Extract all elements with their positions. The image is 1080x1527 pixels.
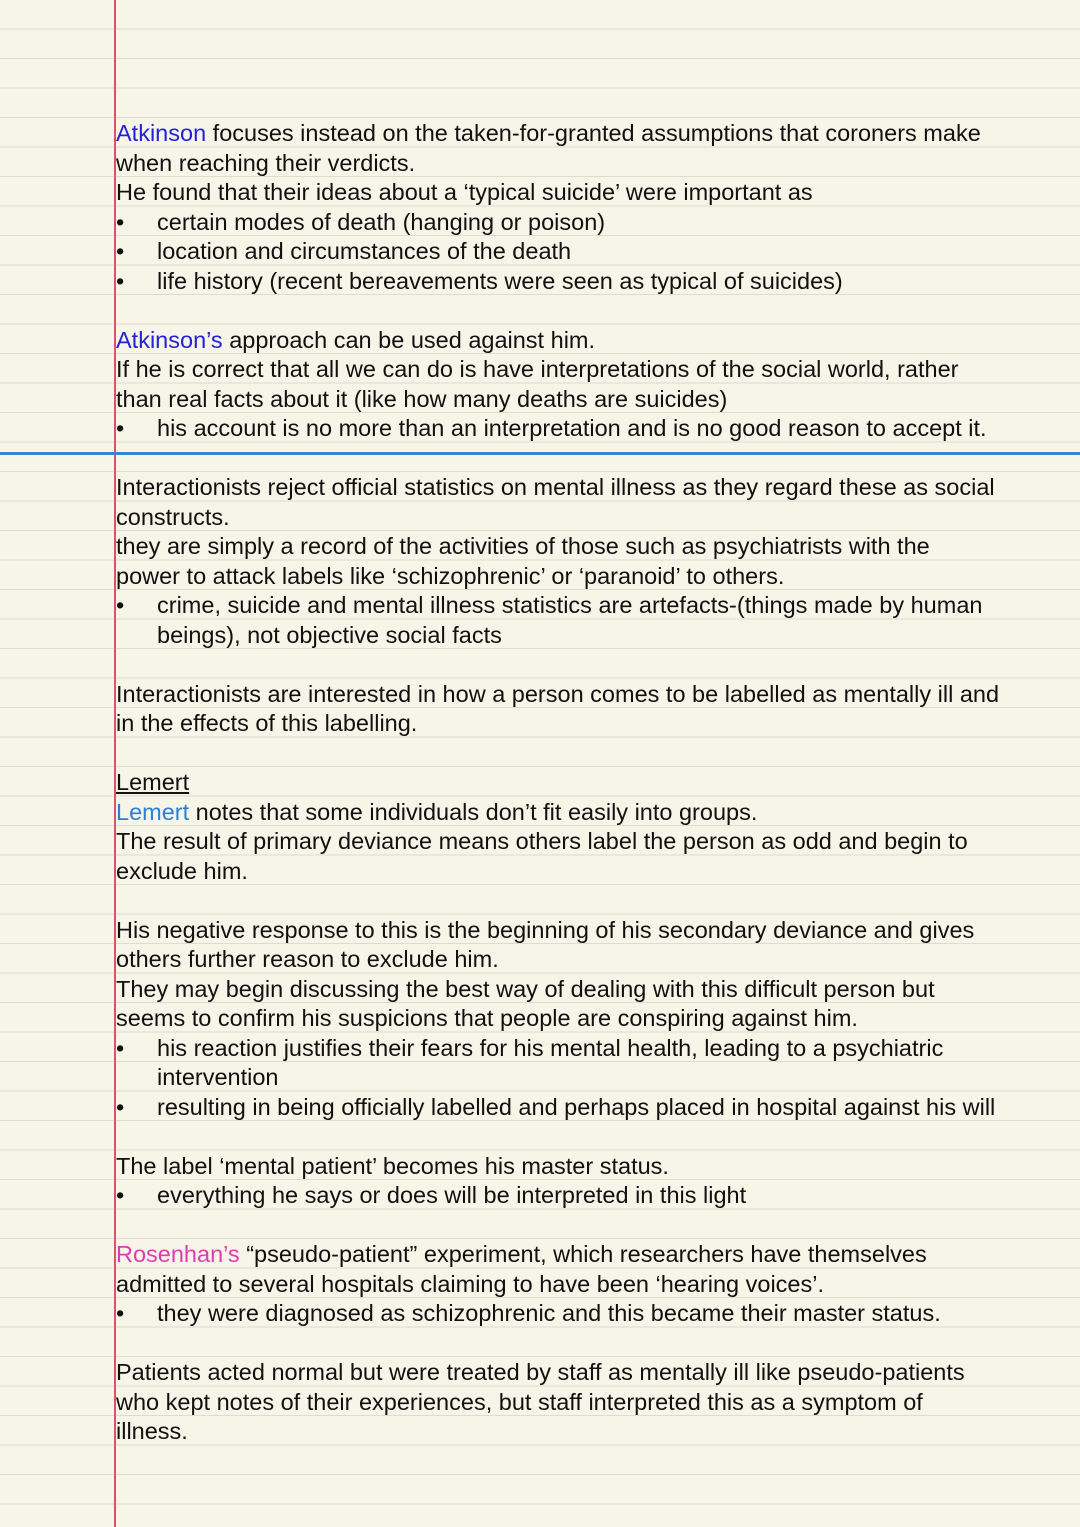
list-item: • location and circumstances of the death [116, 237, 1066, 267]
list-item: • his account is no more than an interpretation and is no good reason to accept it. [116, 414, 1066, 444]
lemert-line-1: Lemert notes that some individuals don’t fit easily into groups. [116, 798, 758, 825]
atkinson-line-1: Atkinson focuses instead on the taken-for-granted assumptions that coroners make [116, 120, 981, 146]
secondary-line-3: They may begin discussing the best way of dealing with this difficult person but [116, 975, 935, 1002]
list-item-continuation: intervention [157, 1064, 279, 1090]
atkinson-name: Atkinson [116, 120, 207, 146]
patients-line-2: who kept notes of their experiences, but staff interpreted this as a symptom of [116, 1388, 923, 1415]
patients-line-1: Patients acted normal but were treated by staff as mentally ill like pseudo-patients [116, 1359, 965, 1385]
list-item: • his reaction justifies their fears for his mental health, leading to a psychiatric [116, 1034, 1066, 1064]
interest-line-2: in the effects of this labelling. [116, 710, 418, 736]
secondary-line-4: seems to confirm his suspicions that people are conspiring against him. [116, 1005, 858, 1031]
lemert-heading: Lemert [116, 769, 190, 795]
bullet: • [116, 1093, 125, 1120]
interactionists-line-1: Interactionists reject official statistics on mental illness as they regard these as social [116, 474, 995, 500]
secondary-line-1: His negative response to this is the beginning of his secondary deviance and gives [116, 916, 975, 943]
atkinson-line-3: He found that their ideas about a ‘typical suicide’ were important as [116, 179, 813, 205]
bullet: • [116, 1182, 125, 1208]
list-item-continuation: beings), not objective social facts [157, 621, 502, 648]
list-item: • everything he says or does will be interpreted in this light [116, 1181, 1066, 1211]
secondary-line-2: others further reason to exclude him. [116, 946, 499, 972]
critique-line-2: If he is correct that all we can do is have interpretations of the social world, rather [116, 356, 959, 382]
critique-line-3: than real facts about it (like how many deaths are suicides) [116, 385, 728, 412]
master-status-line: The label ‘mental patient’ becomes his master status. [116, 1152, 669, 1179]
bullet: • [116, 592, 125, 618]
rosenhan-line-1: Rosenhan’s “pseudo-patient” experiment, which researchers have themselves [116, 1241, 927, 1267]
atkinson-name: Atkinson’s [116, 326, 223, 353]
critique-line-1: Atkinson’s approach can be used against him. [116, 326, 596, 353]
rosenhan-name: Rosenhan’s [116, 1241, 240, 1267]
bullet: • [116, 238, 125, 264]
patients-line-3: illness. [116, 1418, 188, 1444]
list-item: • certain modes of death (hanging or poison) [116, 208, 1066, 238]
bullet: • [116, 1300, 125, 1326]
list-item: • life history (recent bereavements were seen as typical of suicides) [116, 267, 1066, 297]
list-item: • they were diagnosed as schizophrenic and this became their master status. [116, 1299, 1066, 1329]
lemert-line-2: The result of primary deviance means others label the person as odd and begin to [116, 828, 968, 854]
atkinson-line-2: when reaching their verdicts. [116, 149, 416, 176]
bullet: • [116, 1034, 125, 1061]
rosenhan-line-2: admitted to several hospitals claiming to have been ‘hearing voices’. [116, 1270, 825, 1297]
list-item: • resulting in being officially labelled and perhaps placed in hospital against his will [116, 1093, 1066, 1123]
notes-page [116, 119, 1066, 1447]
interactionists-line-3: they are simply a record of the activities of those such as psychiatrists with the [116, 533, 930, 559]
lemert-name: Lemert [116, 798, 190, 825]
lemert-line-3: exclude him. [116, 857, 248, 884]
bullet: • [116, 208, 125, 235]
bullet: • [116, 267, 125, 294]
list-item: • crime, suicide and mental illness statistics are artefacts-(things made by human [116, 591, 1066, 621]
interactionists-line-2: constructs. [116, 503, 230, 530]
interest-line-1: Interactionists are interested in how a person comes to be labelled as mentally ill and [116, 680, 1000, 707]
bullet: • [116, 415, 125, 441]
interactionists-line-4: power to attack labels like ‘schizophrenic’ or ‘paranoid’ to others. [116, 562, 785, 589]
